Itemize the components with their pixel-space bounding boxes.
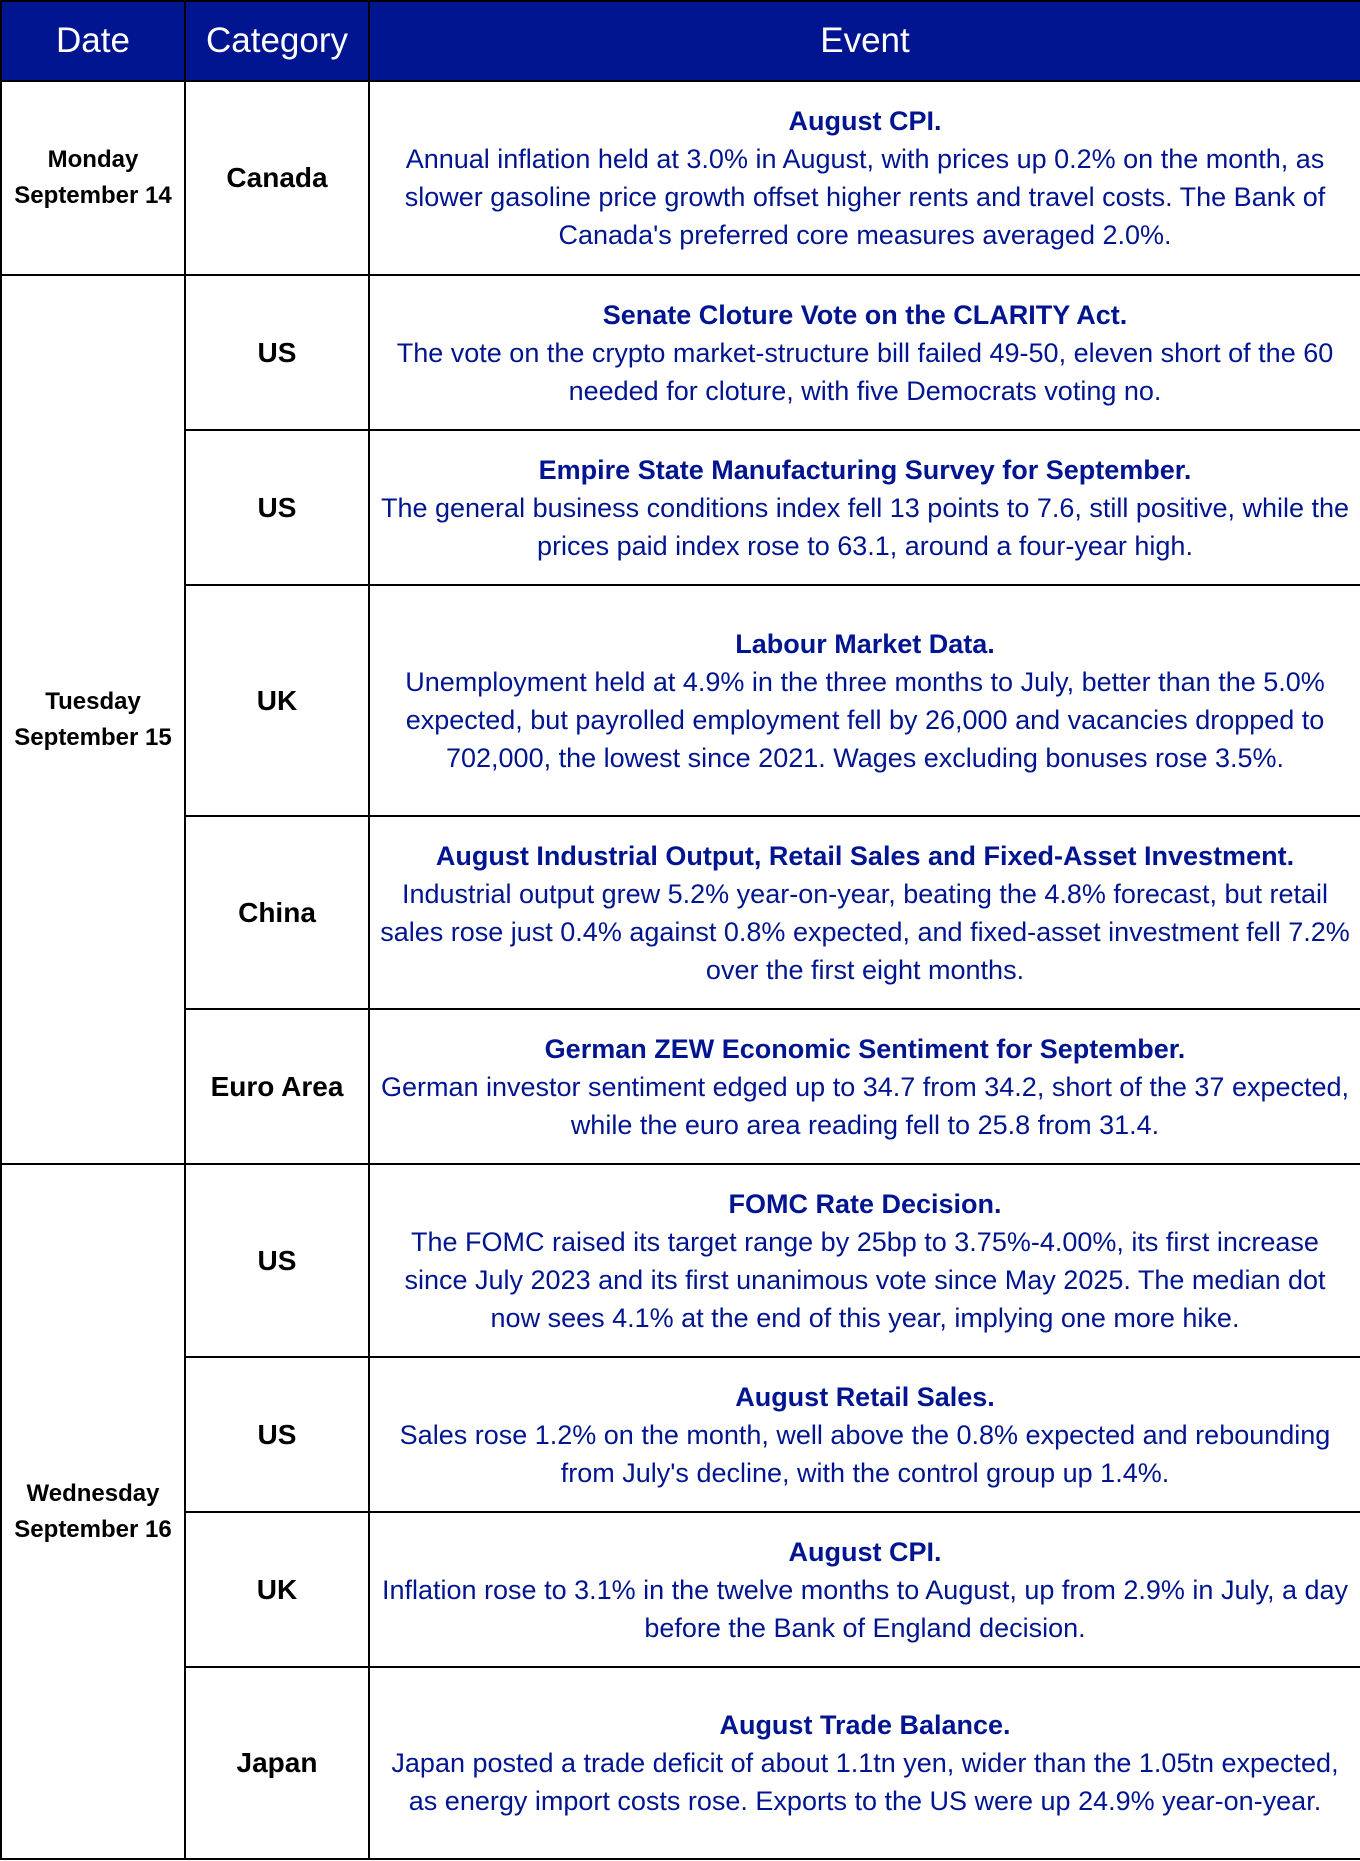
header-event: Event <box>369 1 1360 81</box>
event-cell <box>369 816 1360 1009</box>
event-cell <box>369 1164 1360 1357</box>
table-row <box>1 585 1360 816</box>
day-name: Wednesday <box>26 1479 160 1507</box>
header-category: Category <box>185 1 369 81</box>
event-description: The FOMC raised its target range by 25bp to 3.75%-4.00%, its first increase since July 2023 and its first unanimous vote since May 2025. The median dot now sees 4.1% at the end of this year, implying one more hike. <box>404 1226 1326 1333</box>
category-cell: Euro Area <box>185 1009 369 1164</box>
day-date: September 14 <box>14 182 172 209</box>
event-cell <box>369 585 1360 816</box>
table-row <box>1 275 1360 430</box>
event-description: Sales rose 1.2% on the month, well above the 0.8% expected and rebounding from July's decline, with the control group up 1.4%. <box>399 1419 1331 1488</box>
table-row <box>1 1009 1360 1164</box>
event-cell <box>369 1512 1360 1667</box>
category-cell: Canada <box>185 81 369 275</box>
day-date: September 15 <box>14 723 172 751</box>
event-title: Senate Cloture Vote on the CLARITY Act. <box>602 299 1128 330</box>
day-name: Monday <box>47 146 139 173</box>
table-row <box>1 1667 1360 1859</box>
header-row <box>1 1 1360 81</box>
event-description: Inflation rose to 3.1% in the twelve months to August, up from 2.9% in July, a day before the Bank of England decision. <box>381 1574 1349 1643</box>
category-cell: UK <box>185 585 369 816</box>
event-title: Labour Market Data. <box>735 628 995 659</box>
table-row <box>1 430 1360 585</box>
event-cell <box>369 275 1360 430</box>
day-name: Tuesday <box>45 687 141 715</box>
table-row <box>1 1164 1360 1357</box>
category-cell: US <box>185 430 369 585</box>
category-cell: US <box>185 1164 369 1357</box>
date-cell <box>1 1164 185 1859</box>
event-description: Unemployment held at 4.9% in the three months to July, better than the 5.0% expected, but payrolled employment fell by 26,000 and vacancies dropped to 702,000, the lowest since 2021. Wages excluding bonuses rose 3.5%. <box>405 666 1325 773</box>
category-cell: Japan <box>185 1667 369 1859</box>
event-description: The vote on the crypto market-structure bill failed 49-50, eleven short of the 60 needed for cloture, with five Democrats voting no. <box>396 337 1334 406</box>
table-row <box>1 81 1360 275</box>
event-title: August Trade Balance. <box>719 1710 1011 1740</box>
event-title: Empire State Manufacturing Survey for September. <box>538 454 1192 485</box>
category-cell: China <box>185 816 369 1009</box>
table-body <box>1 81 1360 1859</box>
event-cell <box>369 1357 1360 1512</box>
event-cell <box>369 1009 1360 1164</box>
header-date: Date <box>1 1 185 81</box>
event-title: German ZEW Economic Sentiment for September. <box>544 1033 1186 1064</box>
event-cell <box>369 430 1360 585</box>
event-description: Industrial output grew 5.2% year-on-year, beating the 4.8% forecast, but retail sales rose just 0.4% against 0.8% expected, and fixed-asset investment fell 7.2% over the first eight months. <box>380 878 1350 985</box>
table-header <box>1 1 1360 81</box>
category-cell: UK <box>185 1512 369 1667</box>
event-cell <box>369 81 1360 275</box>
day-date: September 16 <box>14 1515 172 1543</box>
table-row <box>1 816 1360 1009</box>
event-cell <box>369 1667 1360 1859</box>
event-title: August Retail Sales. <box>735 1381 995 1412</box>
event-title: August CPI. <box>788 106 942 136</box>
event-title: August Industrial Output, Retail Sales and Fixed-Asset Investment. <box>435 840 1295 871</box>
date-cell <box>1 81 185 275</box>
category-cell: US <box>185 1357 369 1512</box>
event-description: Japan posted a trade deficit of about 1.1tn yen, wider than the 1.05tn expected, as energy import costs rose. Exports to the US were up 24.9% year-on-year. <box>391 1748 1339 1816</box>
table-row <box>1 1357 1360 1512</box>
table-row <box>1 1512 1360 1667</box>
event-title: FOMC Rate Decision. <box>728 1188 1002 1219</box>
event-description: German investor sentiment edged up to 34.7 from 34.2, short of the 37 expected, while the euro area reading fell to 25.8 from 31.4. <box>380 1071 1350 1140</box>
event-description: Annual inflation held at 3.0% in August, with prices up 0.2% on the month, as slower gasoline price growth offset higher rents and travel costs. The Bank of Canada's preferred core measures averaged 2.0%. <box>404 144 1326 250</box>
date-cell <box>1 275 185 1164</box>
event-title: August CPI. <box>788 1536 942 1567</box>
event-description: The general business conditions index fell 13 points to 7.6, still positive, while the prices paid index rose to 63.1, around a four-year high. <box>380 492 1350 561</box>
category-cell: US <box>185 275 369 430</box>
